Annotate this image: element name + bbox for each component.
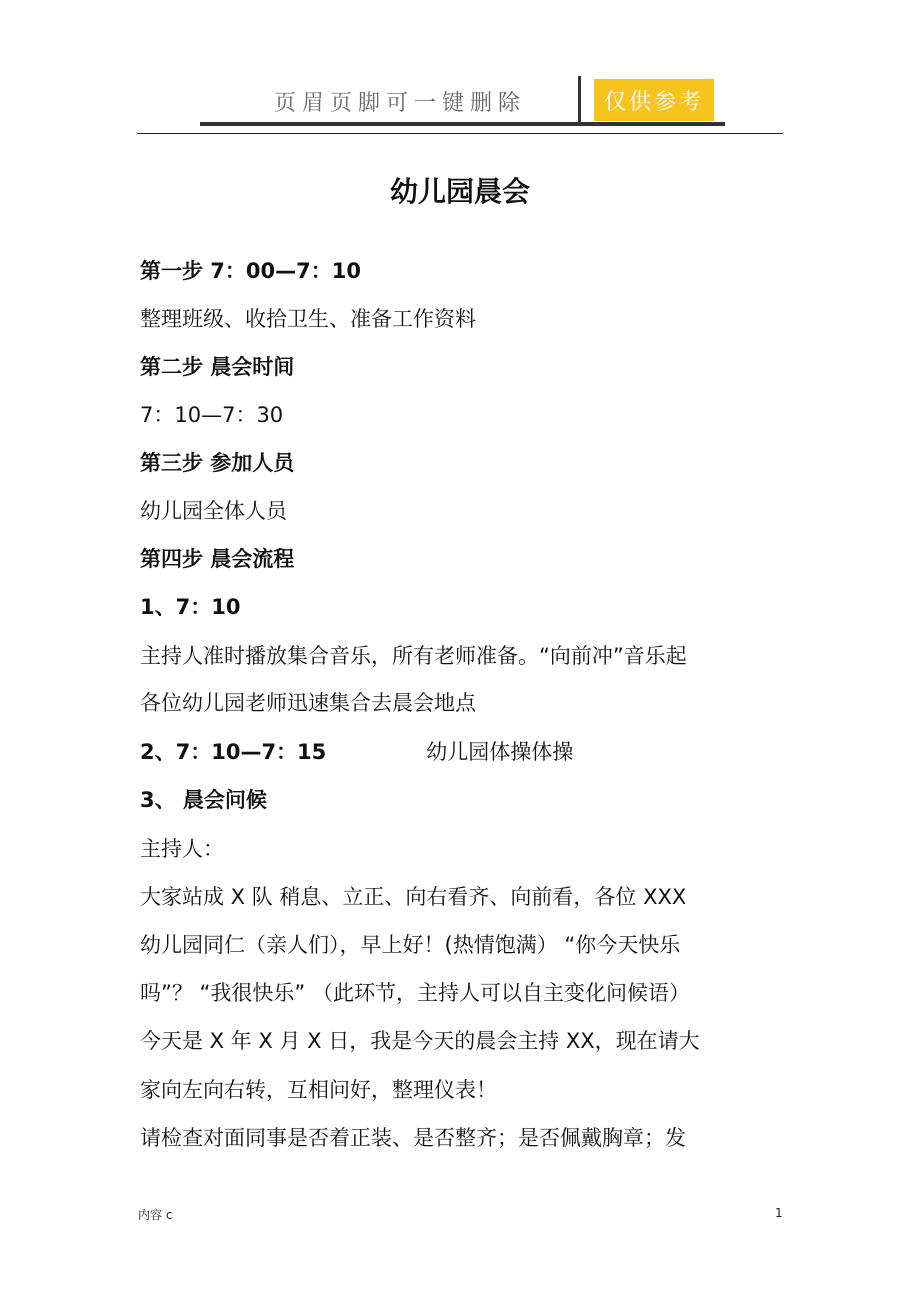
header-badge: 仅供参考 xyxy=(594,79,714,121)
page-number: 1 xyxy=(775,1206,783,1220)
paragraph-line: 今天是 X 年 X 月 X 日，我是今天的晨会主持 XX，现在请大 xyxy=(140,1029,700,1053)
paragraph-line: 吗”？ “我很快乐” （此环节，主持人可以自主变化问候语） xyxy=(140,981,690,1005)
flow-item-3-heading: 3、 晨会问候 xyxy=(140,788,267,812)
paragraph-line: 大家站成 X 队 稍息、立正、向右看齐、向前看，各位 XXX xyxy=(140,885,687,909)
step-3-heading: 第三步 参加人员 xyxy=(140,451,295,475)
header-text: 页眉页脚可一键删除 xyxy=(274,91,527,116)
paragraph-line: 请检查对面同事是否着正装、是否整齐；是否佩戴胸章；发 xyxy=(140,1126,686,1150)
paragraph-line: 主持人准时播放集合音乐，所有老师准备。“向前冲”音乐起 xyxy=(140,644,687,668)
header-rule xyxy=(137,133,783,134)
paragraph-line: 主持人： xyxy=(140,837,224,861)
step-4-heading: 第四步 晨会流程 xyxy=(140,547,295,571)
step-2-text: 7：10—7：30 xyxy=(140,403,284,427)
flow-item-2-heading: 2、7：10—7：15 xyxy=(140,740,327,764)
header-underline xyxy=(200,122,725,126)
step-2-heading: 第二步 晨会时间 xyxy=(140,355,295,379)
document-title: 幼儿园晨会 xyxy=(389,175,530,208)
flow-item-2-text: 幼儿园体操体操 xyxy=(426,740,574,764)
header-divider xyxy=(578,76,581,124)
footer-text: 内容 c xyxy=(138,1208,173,1222)
step-1-text: 整理班级、收拾卫生、准备工作资料 xyxy=(140,307,476,331)
paragraph-line: 家向左向右转，互相问好，整理仪表！ xyxy=(140,1078,497,1102)
step-1-heading: 第一步 7：00—7：10 xyxy=(140,259,361,283)
flow-item-1-heading: 1、7：10 xyxy=(140,595,241,619)
flow-item-2 xyxy=(140,737,573,767)
paragraph-line: 各位幼儿园老师迅速集合去晨会地点 xyxy=(140,691,476,715)
step-3-text: 幼儿园全体人员 xyxy=(140,499,287,523)
paragraph-line: 幼儿园同仁（亲人们），早上好！(热情饱满） “你今天快乐 xyxy=(140,933,681,957)
